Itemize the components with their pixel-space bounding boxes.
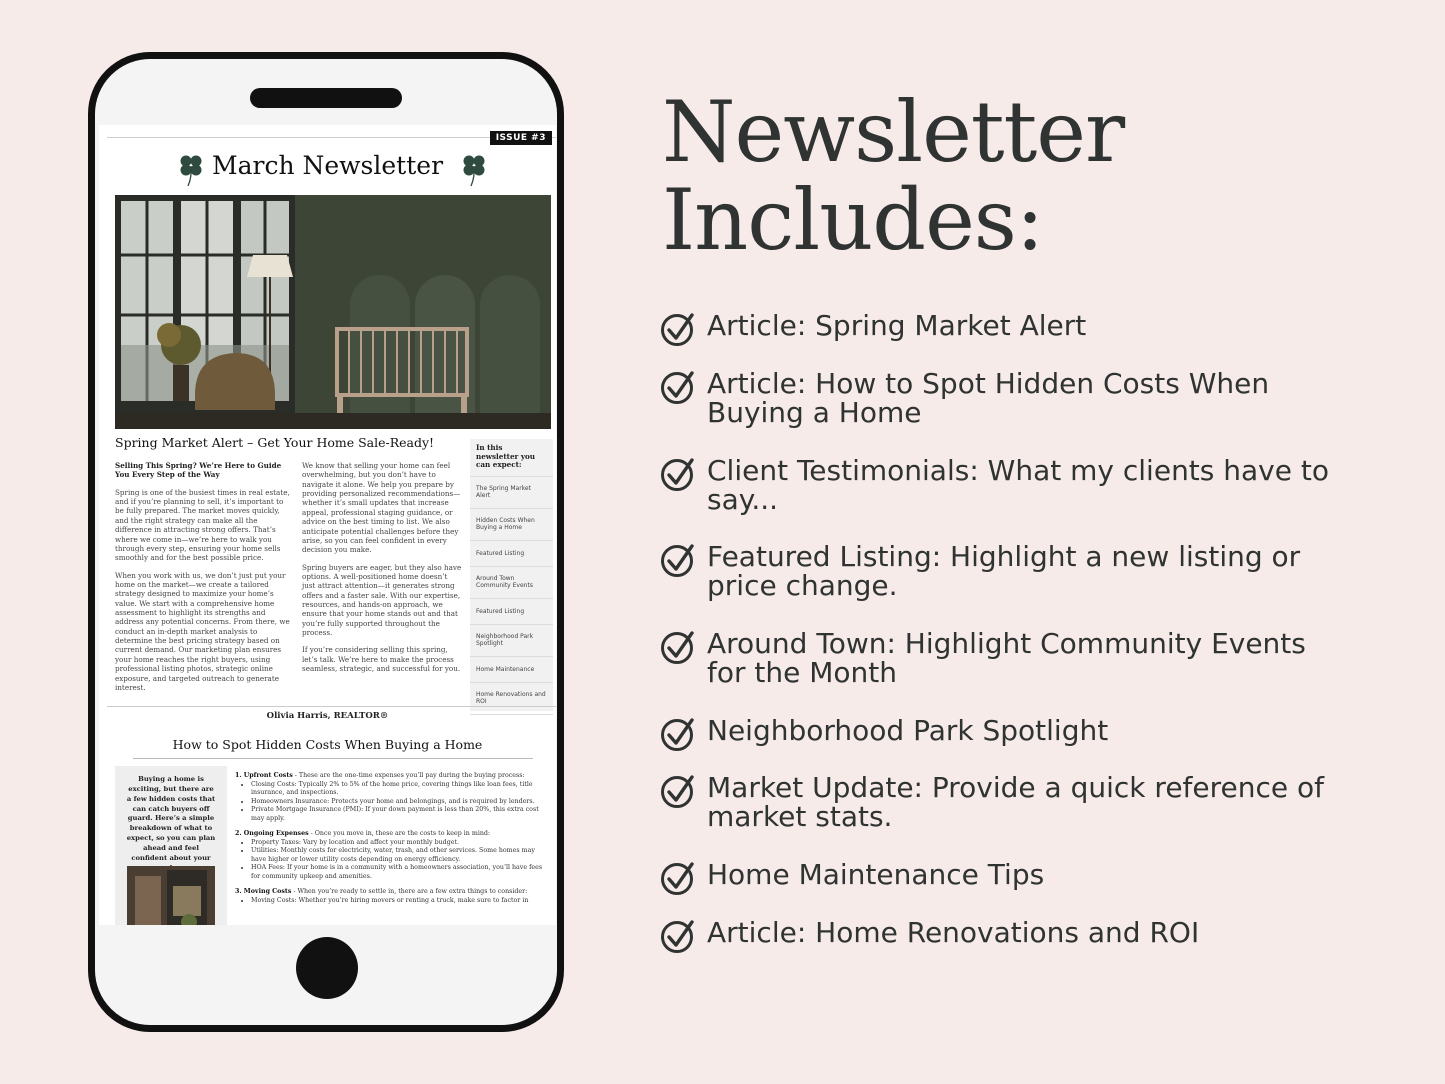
author-signature: Olivia Harris, REALTOR® <box>266 711 389 721</box>
feature-label: Article: How to Spot Hidden Costs When Buying a Home <box>707 367 1270 429</box>
clover-icon <box>461 153 487 187</box>
article-paragraph: Spring is one of the busiest times in real estate, and if you’re planning to sell, it’s important to be fully prepared. The market moves quickly, and the right strategy can make all the difference in attracting strong offers. That’s where we come in—we’re here to walk you through every step, ensuring your home sells smoothly and for the best possible price. <box>115 487 290 563</box>
phone-mockup <box>88 52 564 1032</box>
cost-section <box>235 888 547 905</box>
feature-label: Client Testimonials: What my clients have to say... <box>707 454 1329 516</box>
cost-section-title: 2. Ongoing Expenses <box>235 830 309 837</box>
article-paragraph: If you’re considering selling this spring, let’s talk. We’re here to make the process seamless, strategic, and successful for you. <box>302 645 461 674</box>
article-column <box>302 461 462 682</box>
check-circle-icon <box>660 860 696 896</box>
check-circle-icon <box>660 918 696 954</box>
toc-item[interactable]: Home Maintenance <box>470 657 553 683</box>
cost-section <box>235 772 547 823</box>
cost-bullet: • Moving Costs: Whether you’re hiring movers or renting a truck, make sure to factor in <box>251 897 547 906</box>
cost-bullet: • Utilities: Monthly costs for electricity, water, trash, and other services. Some homes may have higher or lower utility costs depending on energy efficiency. <box>251 847 547 864</box>
article-paragraph: We know that selling your home can feel overwhelming, but you don’t have to navigate it alone. We help you prepare by providing personalized recommendations—whether it’s small updates that increase appeal, professional staging guidance, or advice on the best timing to list. We also anticipate potential challenges before they arise, so you can feel confident in every decision you make. <box>302 461 461 555</box>
toc-item[interactable]: Neighborhood Park Spotlight <box>470 625 553 657</box>
table-of-contents <box>470 439 553 711</box>
check-circle-icon <box>660 369 696 405</box>
article-column <box>115 461 293 700</box>
hidden-costs-list <box>235 772 547 912</box>
cost-bullet: • Closing Costs: Typically 2% to 5% of the home price, covering things like loan fees, title insurance, and inspections. <box>251 781 547 798</box>
cost-bullet: • Homeowners Insurance: Protects your home and belongings, and is required by lenders. <box>251 798 547 807</box>
toc-item[interactable]: The Spring Market Alert <box>470 477 553 509</box>
newsletter-title: March Newsletter <box>211 151 444 180</box>
page-heading <box>662 83 1125 269</box>
intro-text: Buying a home is exciting, but there are a few hidden costs that can catch buyers off guard. Here’s a simple breakdown of what to expect, so you can plan ahead and feel confident about your <box>126 775 216 862</box>
article-title: How to Spot Hidden Costs When Buying a Home <box>172 737 483 752</box>
toc-item[interactable]: Featured Listing <box>470 599 553 625</box>
feature-label: Home Maintenance Tips <box>707 858 1045 891</box>
check-circle-icon <box>660 456 696 492</box>
phone-speaker <box>250 88 402 108</box>
interior-photo <box>127 866 215 925</box>
feature-label: Neighborhood Park Spotlight <box>707 714 1109 747</box>
heading-line: Newsletter <box>662 83 1125 181</box>
cost-bullet: • Private Mortgage Insurance (PMI): If your down payment is less than 20%, this extra cost may apply. <box>251 806 547 823</box>
check-circle-icon <box>660 716 696 752</box>
hero-nursery-photo <box>115 195 551 429</box>
article-subtitle: Selling This Spring? We’re Here to Guide You Every Step of the Way <box>115 461 282 480</box>
home-button[interactable] <box>296 937 358 999</box>
article-paragraph: Spring buyers are eager, but they also have options. A well-positioned home doesn’t just attract attention—it generates strong offers and a faster sale. With our expertise, resources, and hands-on approach, we ensure that your home stands out and that you’re fully supported throughout the process. <box>302 562 462 638</box>
phone-screen <box>99 125 556 925</box>
cost-section-title: 3. Moving Costs <box>235 888 292 895</box>
cost-section-desc: - Once you move in, these are the costs to keep in mind: <box>308 830 491 837</box>
feature-label: Market Update: Provide a quick reference of market stats. <box>707 771 1325 833</box>
toc-heading: In this newsletter you can expect: <box>470 439 553 477</box>
intro-box <box>115 766 227 925</box>
feature-label: Article: Home Renovations and ROI <box>707 916 1200 949</box>
toc-item[interactable]: Home Renovations and ROI <box>470 683 553 715</box>
cost-bullet: • HOA Fees: If your home is in a community with a homeowners association, you’ll have fees for community upkeep and amenities. <box>251 864 547 881</box>
cost-section <box>235 830 547 881</box>
cost-bullet: • Property Taxes: Vary by location and affect your monthly budget. <box>251 839 547 848</box>
heading-line: Includes: <box>662 171 1044 269</box>
check-circle-icon <box>660 629 696 665</box>
check-circle-icon <box>660 542 696 578</box>
cost-section-desc: - When you’re ready to settle in, there are a few extra things to consider: <box>291 888 528 895</box>
feature-label: Article: Spring Market Alert <box>707 309 1087 342</box>
feature-label: Around Town: Highlight Community Events for the Month <box>707 627 1306 689</box>
article-title: Spring Market Alert – Get Your Home Sale-Ready! <box>115 435 435 450</box>
toc-item[interactable]: Hidden Costs When Buying a Home <box>470 509 553 541</box>
title-underline <box>133 758 533 759</box>
article-paragraph: When you work with us, we don’t just put your home on the market—we create a tailored strategy designed to maximize your home’s value. We start with a comprehensive home assessment to highlight its strengths and address any potential concerns. From there, we conduct an in-depth market analysis to determine the best pricing strategy based on current demand. Our marketing plan ensures your home reaches the right buyers, using professional listing photos, strategic online exposure, and targeted outreach to generate interest. <box>115 570 290 692</box>
check-circle-icon <box>660 311 696 347</box>
header-divider <box>107 137 556 138</box>
feature-label: Featured Listing: Highlight a new listing or price change. <box>707 540 1301 602</box>
toc-item[interactable]: Around Town Community Events <box>470 567 553 599</box>
section-divider <box>107 706 556 707</box>
cost-section-desc: - These are the one-time expenses you’ll pay during the buying process: <box>292 772 525 779</box>
issue-badge: ISSUE #3 <box>490 131 552 145</box>
check-circle-icon <box>660 773 696 809</box>
cost-section-title: 1. Upfront Costs <box>235 772 293 779</box>
toc-item[interactable]: Featured Listing <box>470 541 553 567</box>
